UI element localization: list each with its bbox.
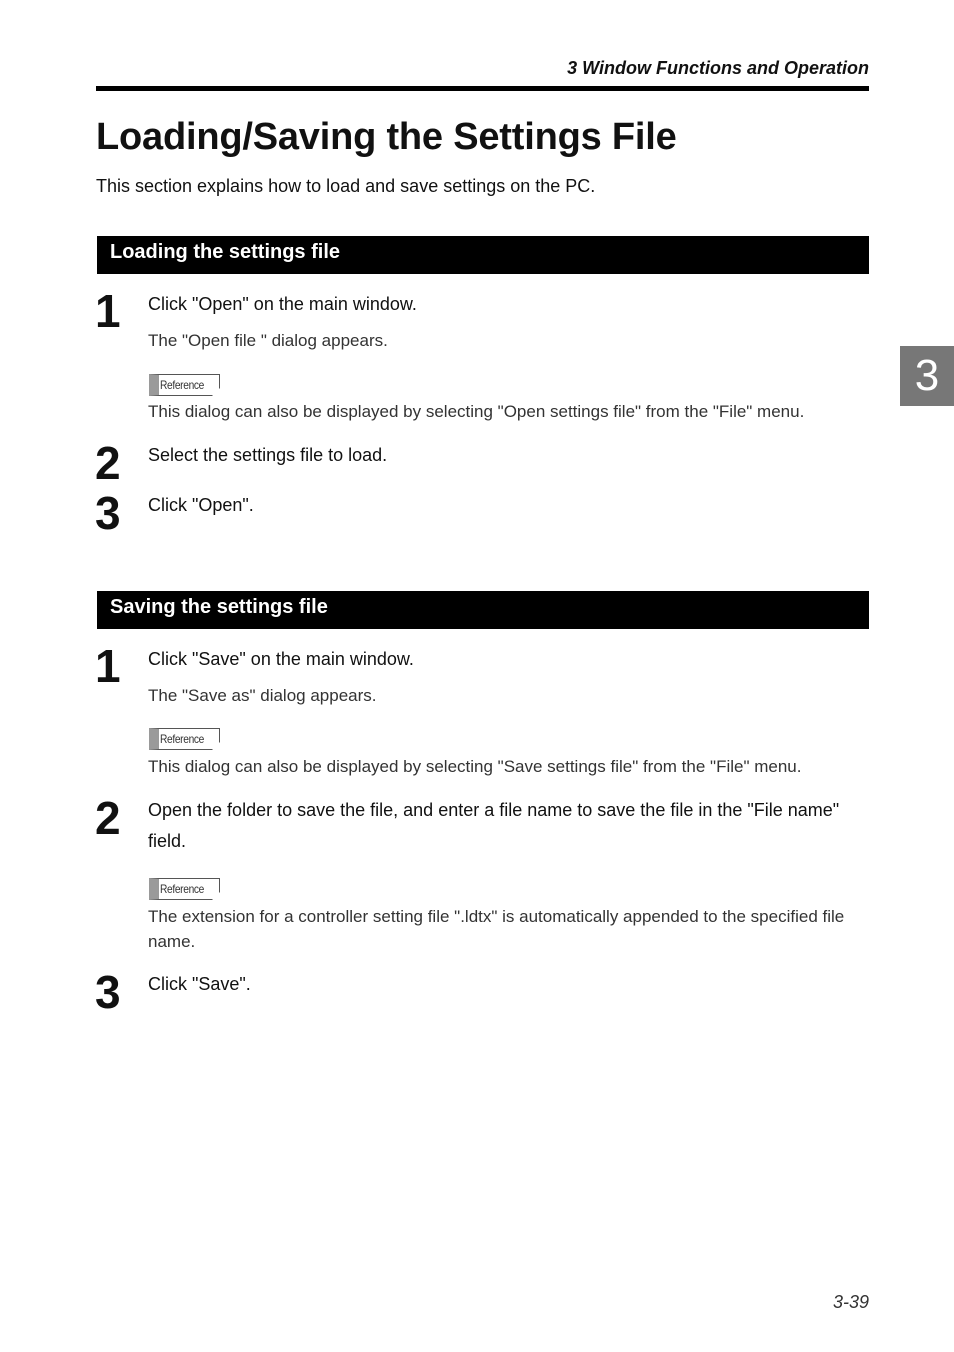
- step-text: Click "Save".: [148, 974, 251, 994]
- step-text: Select the settings file to load.: [148, 445, 388, 465]
- step-text: Click "Open".: [148, 495, 254, 515]
- page-number: 3-39: [832, 1292, 869, 1312]
- page-title: Loading/Saving the Settings File: [96, 116, 677, 158]
- step-result: The "Open file " dialog appears.: [148, 331, 388, 350]
- step-number: 3: [95, 966, 121, 1018]
- intro-text: This section explains how to load and save settings on the PC.: [96, 176, 596, 196]
- reference-badge: [149, 878, 220, 900]
- reference-note: This dialog can also be displayed by selecting "Open settings file" from the "File" menu.: [148, 402, 805, 421]
- reference-badge-label: Reference: [160, 882, 205, 896]
- reference-badge: [149, 728, 220, 750]
- reference-badge-label: Reference: [160, 378, 205, 392]
- running-header: 3 Window Functions and Operation: [567, 58, 869, 78]
- reference-note: This dialog can also be displayed by selecting "Save settings file" from the "File" menu.: [148, 757, 802, 776]
- section-heading-saving: Saving the settings file: [97, 591, 869, 629]
- step-number: 1: [95, 640, 121, 692]
- reference-badge: [149, 374, 220, 396]
- step-text: Click "Save" on the main window.: [148, 649, 414, 669]
- step-number: 2: [95, 437, 121, 489]
- reference-badge-label: Reference: [160, 732, 205, 746]
- header-rule: [96, 86, 869, 91]
- step-text: Click "Open" on the main window.: [148, 294, 417, 314]
- step-number: 3: [95, 487, 121, 539]
- step-text: Open the folder to save the file, and enter a file name to save the file in the "File name" field.: [148, 800, 840, 851]
- step-number: 2: [95, 792, 121, 844]
- step-number: 1: [95, 285, 121, 337]
- chapter-tab: 3: [900, 346, 954, 406]
- reference-note: The extension for a controller setting file ".ldtx" is automatically appended to the specified file name.: [148, 907, 845, 951]
- step-result: The "Save as" dialog appears.: [148, 686, 377, 705]
- section-heading-loading: Loading the settings file: [97, 236, 869, 274]
